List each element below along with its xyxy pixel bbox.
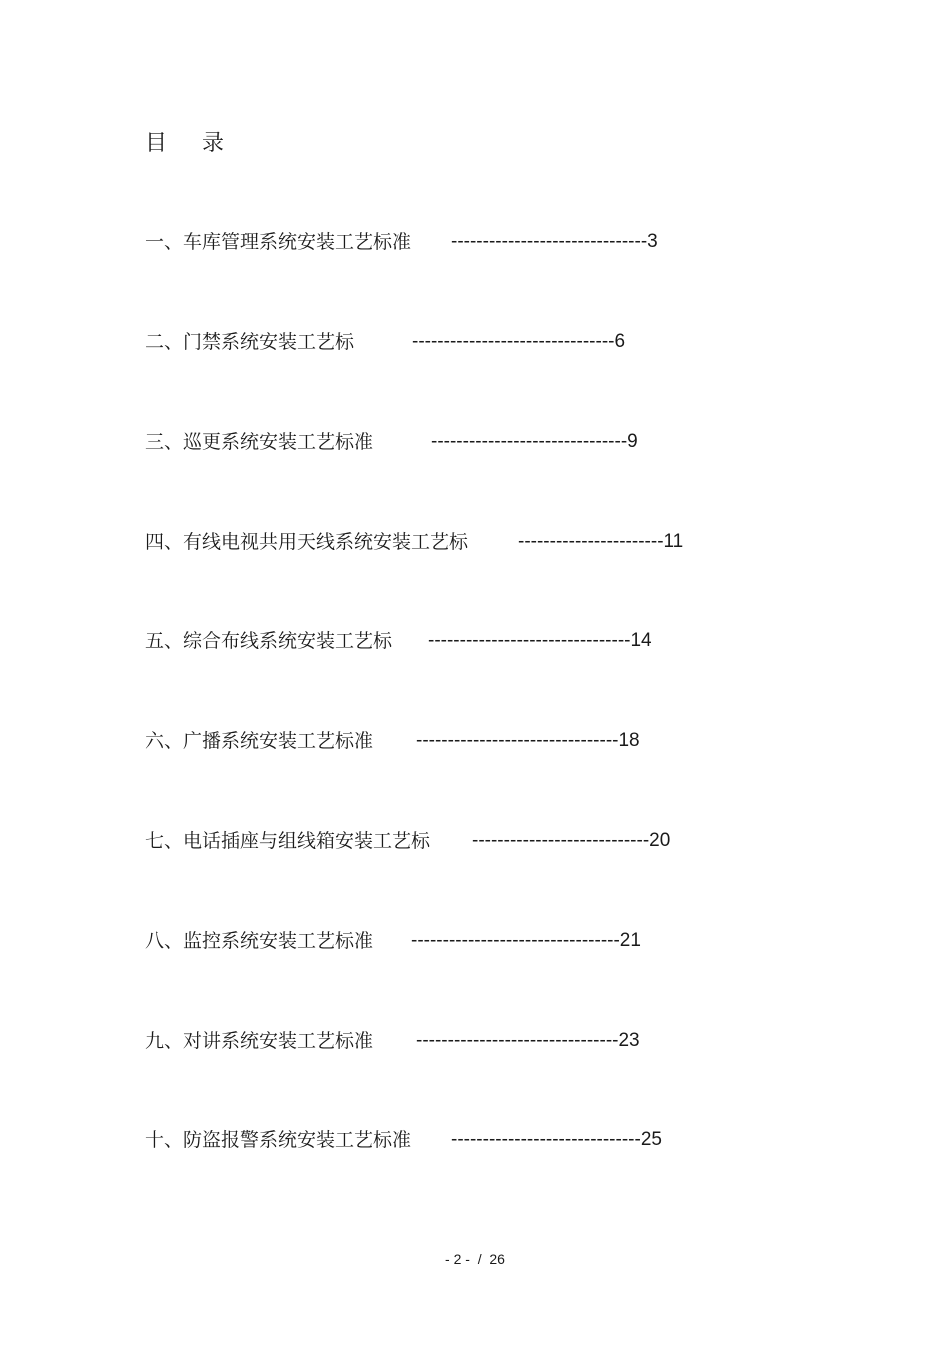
toc-entry-leader-page: ----------------------------20 (472, 830, 671, 851)
toc-entry-label: 一、车库管理系统安装工艺标准 (145, 231, 412, 253)
toc-entry-leader-page: -------------------------------3 (451, 231, 658, 252)
toc-entry-5[interactable] (145, 626, 652, 656)
toc-entry-2[interactable] (145, 327, 626, 357)
toc-entry-8[interactable] (145, 926, 641, 956)
toc-entry-1[interactable] (145, 227, 658, 257)
toc-entry-label: 九、对讲系统安装工艺标准 (145, 1030, 374, 1052)
toc-title: 目 录 (145, 131, 238, 156)
toc-entry-leader-page: -----------------------11 (518, 531, 684, 552)
toc-entry-9[interactable] (145, 1026, 640, 1056)
toc-entry-4[interactable] (145, 527, 684, 557)
toc-entry-6[interactable] (145, 726, 640, 756)
toc-entry-label: 五、综合布线系统安装工艺标 (145, 630, 393, 652)
toc-entry-label: 二、门禁系统安装工艺标 (145, 331, 355, 353)
toc-entry-label: 十、防盗报警系统安装工艺标准 (145, 1129, 412, 1151)
toc-entry-label: 六、广播系统安装工艺标准 (145, 730, 374, 752)
toc-entry-7[interactable] (145, 826, 671, 856)
toc-entry-label: 七、电话插座与组线箱安装工艺标 (145, 830, 431, 852)
toc-entry-leader-page: --------------------------------18 (416, 730, 640, 751)
toc-entry-leader-page: ------------------------------25 (451, 1129, 662, 1150)
toc-entry-leader-page: --------------------------------14 (428, 630, 652, 651)
toc-entry-10[interactable] (145, 1125, 662, 1155)
toc-entry-leader-page: --------------------------------23 (416, 1030, 640, 1051)
page-number-footer: - 2 - / 26 (445, 1251, 505, 1267)
toc-entry-label: 三、巡更系统安装工艺标准 (145, 431, 374, 453)
toc-entry-leader-page: --------------------------------6 (412, 331, 626, 352)
toc-entry-leader-page: -------------------------------9 (431, 431, 638, 452)
toc-entry-leader-page: ---------------------------------21 (411, 930, 641, 951)
toc-entry-label: 八、监控系统安装工艺标准 (145, 930, 374, 952)
toc-entry-label: 四、有线电视共用天线系统安装工艺标 (145, 531, 469, 553)
toc-entry-3[interactable] (145, 427, 638, 457)
